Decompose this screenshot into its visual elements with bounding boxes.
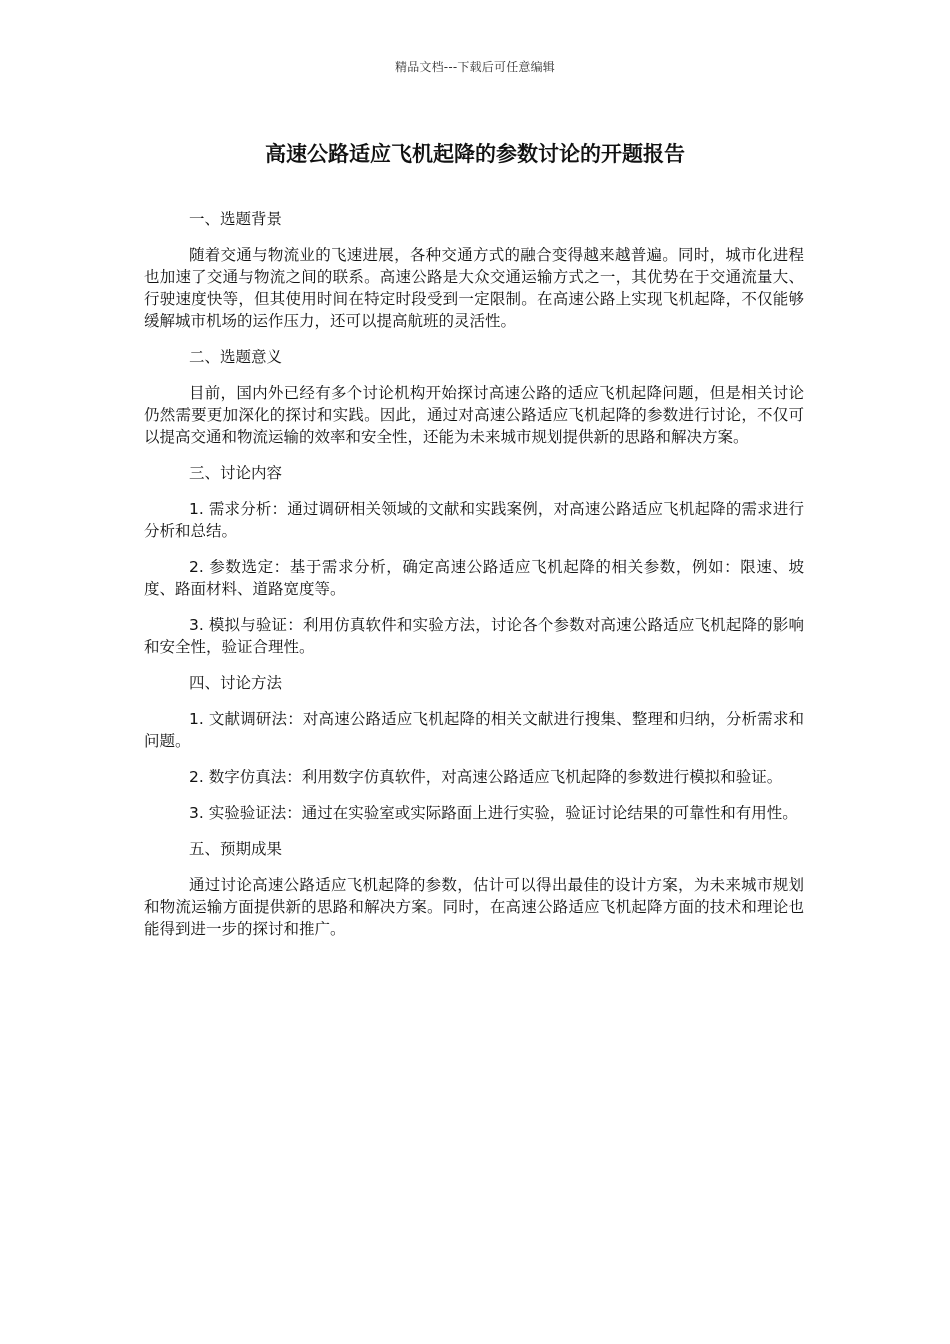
- paragraph: 随着交通与物流业的飞速进展，各种交通方式的融合变得越来越普遍。同时，城市化进程也加速了交通与物流之间的联系。高速公路是大众交通运输方式之一，其优势在于交通流量大、行驶速度快等，但其使用时间在特定时段受到一定限制。在高速公路上实现飞机起降，不仅能够缓解城市机场的运作压力，还可以提高航班的灵活性。: [144, 246, 804, 330]
- list-item: 2. 参数选定：基于需求分析，确定高速公路适应飞机起降的相关参数，例如：限速、坡度、路面材料、道路宽度等。: [144, 558, 804, 598]
- section-background: [144, 208, 804, 332]
- paragraph: 目前，国内外已经有多个讨论机构开始探讨高速公路的适应飞机起降问题，但是相关讨论仍然需要更加深化的探讨和实践。因此，通过对高速公路适应飞机起降的参数进行讨论，不仅可以提高交通和物流运输的效率和安全性，还能为未来城市规划提供新的思路和解决方案。: [144, 384, 804, 446]
- list-item: 1. 文献调研法：对高速公路适应飞机起降的相关文献进行搜集、整理和归纳，分析需求和问题。: [144, 710, 804, 750]
- list-item: 1. 需求分析：通过调研相关领域的文献和实践案例，对高速公路适应飞机起降的需求进行分析和总结。: [144, 500, 804, 540]
- section-significance: [144, 346, 804, 448]
- document-title: 高速公路适应飞机起降的参数讨论的开题报告: [265, 142, 685, 166]
- section-content: [144, 462, 804, 658]
- document-body: [144, 208, 804, 954]
- section-heading: 二、选题意义: [189, 348, 283, 366]
- section-heading: 三、讨论内容: [189, 464, 283, 482]
- list-item: 3. 模拟与验证：利用仿真软件和实验方法，讨论各个参数对高速公路适应飞机起降的影响和安全性，验证合理性。: [144, 616, 804, 656]
- section-heading: 一、选题背景: [189, 210, 283, 228]
- page-header-note: 精品文档---下载后可任意编辑: [395, 60, 555, 74]
- paragraph: 通过讨论高速公路适应飞机起降的参数，估计可以得出最佳的设计方案，为未来城市规划和物流运输方面提供新的思路和解决方案。同时，在高速公路适应飞机起降方面的技术和理论也能得到进一步的探讨和推广。: [144, 876, 804, 938]
- section-methods: [144, 672, 804, 824]
- section-heading: 四、讨论方法: [189, 674, 283, 692]
- section-expected-results: [144, 838, 804, 940]
- section-heading: 五、预期成果: [189, 840, 283, 858]
- list-item: 3. 实验验证法：通过在实验室或实际路面上进行实验，验证讨论结果的可靠性和有用性。: [189, 804, 798, 822]
- list-item: 2. 数字仿真法：利用数字仿真软件，对高速公路适应飞机起降的参数进行模拟和验证。: [189, 768, 783, 786]
